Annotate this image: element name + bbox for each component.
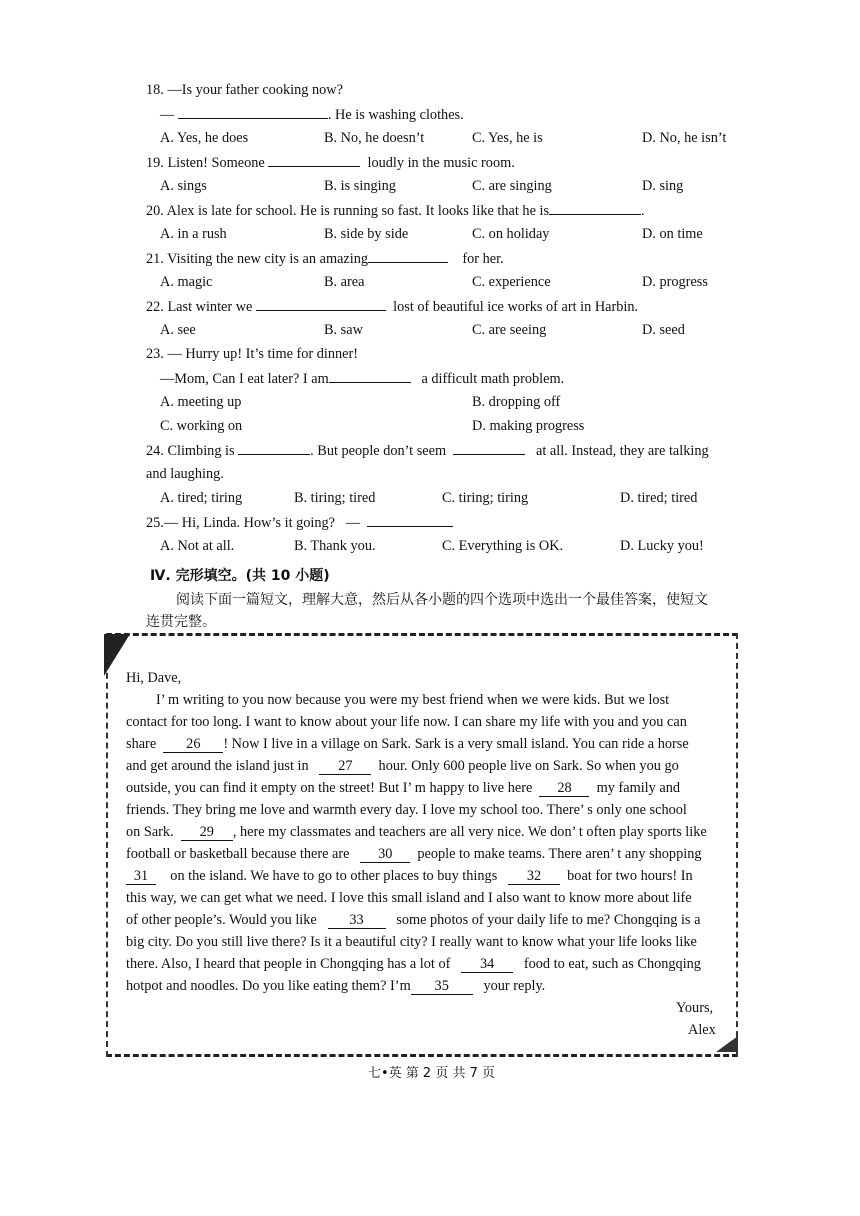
q24-option-c[interactable]: C. tiring; tiring (442, 490, 529, 506)
letter-line: contact for too long. I want to know about your life now. I can share my life with you and you can (126, 714, 687, 730)
blank-26[interactable]: 26 (163, 736, 223, 753)
blank-28[interactable]: 28 (539, 780, 589, 797)
letter-line: outside, you can find it empty on the street! But I’ m happy to live here 28 my family and (126, 780, 681, 796)
q22-option-c[interactable]: C. are seeing (472, 322, 547, 338)
page-footer: 七•英 第 2 页 共 7 页 (368, 1066, 496, 1081)
q18-blank[interactable] (178, 104, 328, 119)
q24-stem-cont: and laughing. (146, 466, 224, 482)
q23-reply: —Mom, Can I eat later? I am a difficult math problem. (160, 368, 564, 389)
q22-blank[interactable] (256, 296, 386, 311)
q22-stem: 22. Last winter we lost of beautiful ice works of art in Harbin. (146, 296, 638, 317)
q23-blank[interactable] (329, 368, 411, 383)
q18-option-c[interactable]: C. Yes, he is (472, 130, 543, 146)
q24-blank-1[interactable] (238, 440, 310, 455)
blank-32[interactable]: 32 (508, 868, 560, 885)
blank-27[interactable]: 27 (319, 758, 371, 775)
letter-greeting: Hi, Dave, (126, 670, 182, 686)
q23-option-b[interactable]: B. dropping off (472, 394, 561, 410)
q24-blank-2[interactable] (453, 440, 525, 455)
q24-stem: 24. Climbing is . But people don’t seem at all. Instead, they are talking (146, 440, 709, 461)
q25-option-c[interactable]: C. Everything is OK. (442, 538, 564, 554)
q24-option-a[interactable]: A. tired; tiring (160, 490, 243, 506)
letter-closing: Yours, (676, 1000, 714, 1016)
letter-line: 31 on the island. We have to go to other places to buy things 32 boat for two hours! In (126, 866, 693, 886)
q23-option-d[interactable]: D. making progress (472, 418, 585, 434)
q22-option-d[interactable]: D. seed (642, 322, 685, 338)
q23-option-c[interactable]: C. working on (160, 418, 243, 434)
q18-stem: 18. —Is your father cooking now? (146, 82, 343, 98)
q21-option-c[interactable]: C. experience (472, 274, 551, 290)
letter-line: football or basketball because there are 30 people to make teams. There aren’ t any shopping (126, 846, 702, 862)
q22-option-b[interactable]: B. saw (324, 322, 363, 338)
blank-29[interactable]: 29 (181, 824, 233, 841)
q19-stem: 19. Listen! Someone loudly in the music room. (146, 152, 515, 173)
section-instruction-cont: 连贯完整。 (146, 614, 216, 630)
q20-stem: 20. Alex is late for school. He is running so fast. It looks like that he is . (146, 200, 645, 221)
q21-option-d[interactable]: D. progress (642, 274, 708, 290)
blank-33[interactable]: 33 (328, 912, 386, 929)
q19-option-d[interactable]: D. sing (642, 178, 684, 194)
q23-option-a[interactable]: A. meeting up (160, 394, 242, 410)
blank-35[interactable]: 35 (411, 978, 473, 995)
q25-option-a[interactable]: A. Not at all. (160, 538, 235, 554)
q18-answer-line: — . He is washing clothes. (160, 104, 464, 125)
q24-option-b[interactable]: B. tiring; tired (294, 490, 376, 506)
section-title: Ⅳ. 完形填空。(共 10 小题) (150, 568, 330, 584)
q24-option-d[interactable]: D. tired; tired (620, 490, 698, 506)
letter-line: of other people’s. Would you like 33 some photos of your daily life to me? Chongqing is a (126, 912, 701, 928)
q20-blank[interactable] (549, 200, 641, 215)
q25-blank[interactable] (367, 512, 453, 527)
frame-corner-decoration (716, 1036, 738, 1052)
q20-option-c[interactable]: C. on holiday (472, 226, 550, 242)
q21-option-b[interactable]: B. area (324, 274, 365, 290)
q20-option-a[interactable]: A. in a rush (160, 226, 227, 242)
letter-line: this way, we can get what we need. I love this small island and I also want to know more about life (126, 890, 692, 906)
q21-option-a[interactable]: A. magic (160, 274, 213, 290)
q20-option-b[interactable]: B. side by side (324, 226, 409, 242)
q25-stem: 25.— Hi, Linda. How’s it going? — (146, 512, 453, 533)
q19-option-b[interactable]: B. is singing (324, 178, 396, 194)
q18-option-d[interactable]: D. No, he isn’t (642, 130, 727, 146)
letter-signature: Alex (688, 1022, 716, 1038)
q25-option-d[interactable]: D. Lucky you! (620, 538, 704, 554)
q23-stem: 23. — Hurry up! It’s time for dinner! (146, 346, 359, 362)
q18-option-a[interactable]: A. Yes, he does (160, 130, 249, 146)
q18-option-b[interactable]: B. No, he doesn’t (324, 130, 425, 146)
q20-option-d[interactable]: D. on time (642, 226, 703, 242)
letter-line: there. Also, I heard that people in Chongqing has a lot of 34 food to eat, such as Chongqing (126, 956, 701, 972)
blank-30[interactable]: 30 (360, 846, 410, 863)
q19-option-a[interactable]: A. sings (160, 178, 207, 194)
blank-31[interactable]: 31 (126, 868, 156, 885)
letter-line: hotpot and noodles. Do you like eating them? I’m 35 your reply. (126, 978, 546, 994)
q19-option-c[interactable]: C. are singing (472, 178, 552, 194)
letter-line: on Sark. 29 , here my classmates and teachers are all very nice. We don’ t often play sports like (126, 824, 707, 840)
section-instruction: 阅读下面一篇短文，理解大意，然后从各小题的四个选项中选出一个最佳答案，使短文 (176, 592, 708, 608)
blank-34[interactable]: 34 (461, 956, 513, 973)
letter-line: big city. Do you still live there? Is it a beautiful city? I really want to know what your life looks like (126, 934, 697, 950)
q21-blank[interactable] (368, 248, 448, 263)
letter-line: I’ m writing to you now because you were my best friend when we were kids. But we lost (156, 692, 670, 708)
letter-line: and get around the island just in 27 hour. Only 600 people live on Sark. So when you go (126, 758, 679, 774)
letter-line: share 26 ! Now I live in a village on Sark. Sark is a very small island. You can ride a horse (126, 736, 689, 752)
q19-blank[interactable] (268, 152, 360, 167)
q21-stem: 21. Visiting the new city is an amazing for her. (146, 248, 504, 269)
q22-option-a[interactable]: A. see (160, 322, 196, 338)
q25-option-b[interactable]: B. Thank you. (294, 538, 376, 554)
letter-line: friends. They bring me love and warmth every day. I love my school too. There’ s only one school (126, 802, 687, 818)
